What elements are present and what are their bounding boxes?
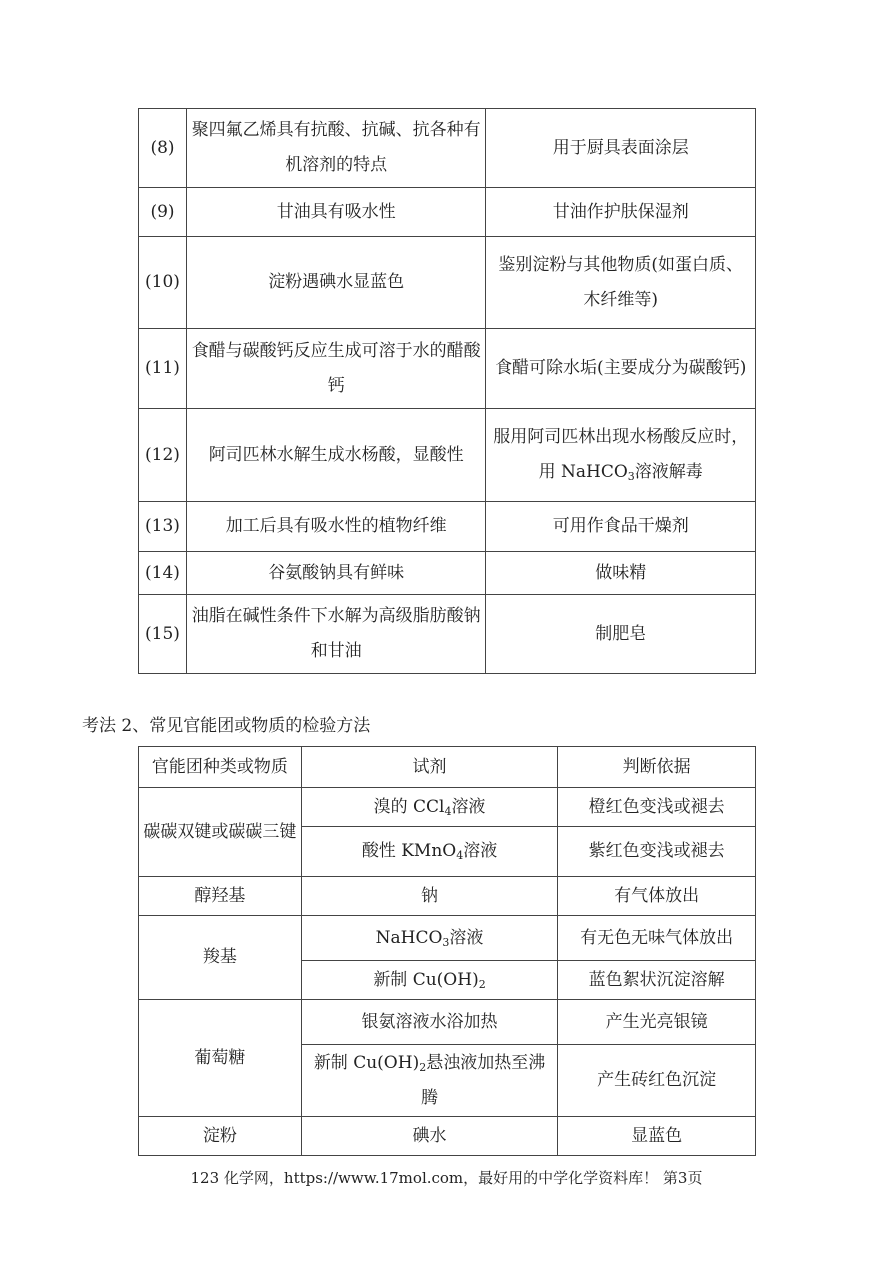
use-cell: 做味精 [486,552,756,595]
use-text: 服用阿司匹林出现水杨酸反应时，用 NaHCO [493,427,749,482]
property-cell: 谷氨酸钠具有鲜味 [186,552,485,595]
use-cell: 用于厨具表面涂层 [486,109,756,188]
table-row [139,877,756,916]
property-cell: 食醋与碳酸钙反应生成可溶于水的醋酸钙 [186,329,485,409]
use-cell: 可用作食品干燥剂 [486,502,756,552]
table-row [139,409,756,502]
subscript: 2 [478,977,486,991]
table-row [139,552,756,595]
table-row [139,237,756,329]
table-row [139,1117,756,1156]
column-header: 判断依据 [558,747,756,788]
reagent-cell [301,788,558,827]
table-row [139,788,756,827]
property-cell: 油脂在碱性条件下水解为高级脂肪酸钠和甘油 [186,595,485,674]
basis-cell: 紫红色变浅或褪去 [558,827,756,877]
property-cell: 阿司匹林水解生成水杨酸，显酸性 [186,409,485,502]
reagent-text: 溶液 [451,796,486,817]
reagent-text: 酸性 KMnO [361,841,457,861]
group-name: 醇羟基 [139,877,302,916]
property-cell: 聚四氟乙烯具有抗酸、抗碱、抗各种有机溶剂的特点 [186,109,485,188]
group-name: 葡萄糖 [139,1000,302,1117]
group-name: 淀粉 [139,1117,302,1156]
reagent-text: 新制 Cu(OH) [373,969,479,990]
row-number: (12) [139,409,187,502]
reagent-cell: 碘水 [301,1117,558,1156]
section-title: 考法 2、常见官能团或物质的检验方法 [82,716,371,736]
reagent-cell [301,1045,558,1117]
reagent-text: NaHCO [375,927,443,948]
basis-cell: 橙红色变浅或褪去 [558,788,756,827]
reagent-cell [301,827,558,877]
property-cell: 加工后具有吸水性的植物纤维 [186,502,485,552]
table-row [139,1000,756,1045]
reagent-cell: 钠 [301,877,558,916]
reagent-text: 悬浊液加热至沸腾 [421,1052,546,1108]
subscript: 3 [627,470,635,483]
row-number: (10) [139,237,187,329]
property-cell: 甘油具有吸水性 [186,188,485,237]
use-text: 溶液解毒 [634,462,703,482]
row-number: (8) [139,109,187,188]
reagent-cell [301,961,558,1000]
group-name: 碳碳双键或碳碳三键 [139,788,302,877]
row-number: (9) [139,188,187,237]
property-cell: 淀粉遇碘水显蓝色 [186,237,485,329]
basis-cell: 有气体放出 [558,877,756,916]
table-row [139,109,756,188]
row-number: (13) [139,502,187,552]
reagent-text: 溶液 [463,841,498,861]
table-row [139,502,756,552]
use-cell: 制肥皂 [486,595,756,674]
test-methods-table [138,746,756,1156]
basis-cell: 显蓝色 [558,1117,756,1156]
page-footer: 123 化学网，https://www.17mol.com，最好用的中学化学资料库！ 第3页 [190,1169,703,1187]
subscript: 3 [442,935,450,949]
table-row [139,916,756,961]
subscript: 2 [419,1060,427,1074]
row-number: (15) [139,595,187,674]
use-cell: 鉴别淀粉与其他物质(如蛋白质、木纤维等) [486,237,756,329]
basis-cell: 产生光亮银镜 [558,1000,756,1045]
use-cell [486,409,756,502]
use-cell: 甘油作护肤保湿剂 [486,188,756,237]
row-number: (11) [139,329,187,409]
uses-table [138,108,756,674]
column-header: 官能团种类或物质 [139,747,302,788]
header-row [139,747,756,788]
reagent-cell [301,916,558,961]
group-name: 羧基 [139,916,302,1000]
basis-cell: 蓝色絮状沉淀溶解 [558,961,756,1000]
use-cell: 食醋可除水垢(主要成分为碳酸钙) [486,329,756,409]
row-number: (14) [139,552,187,595]
table-row [139,595,756,674]
reagent-text: 新制 Cu(OH) [313,1052,420,1073]
subscript: 4 [444,804,452,818]
basis-cell: 有无色无味气体放出 [558,916,756,961]
column-header: 试剂 [301,747,558,788]
reagent-text: 溶液 [449,927,484,948]
reagent-text: 溴的 CCl [373,796,445,817]
table-row [139,329,756,409]
table-row [139,188,756,237]
basis-cell: 产生砖红色沉淀 [558,1045,756,1117]
subscript: 4 [456,849,464,862]
reagent-cell: 银氨溶液水浴加热 [301,1000,558,1045]
